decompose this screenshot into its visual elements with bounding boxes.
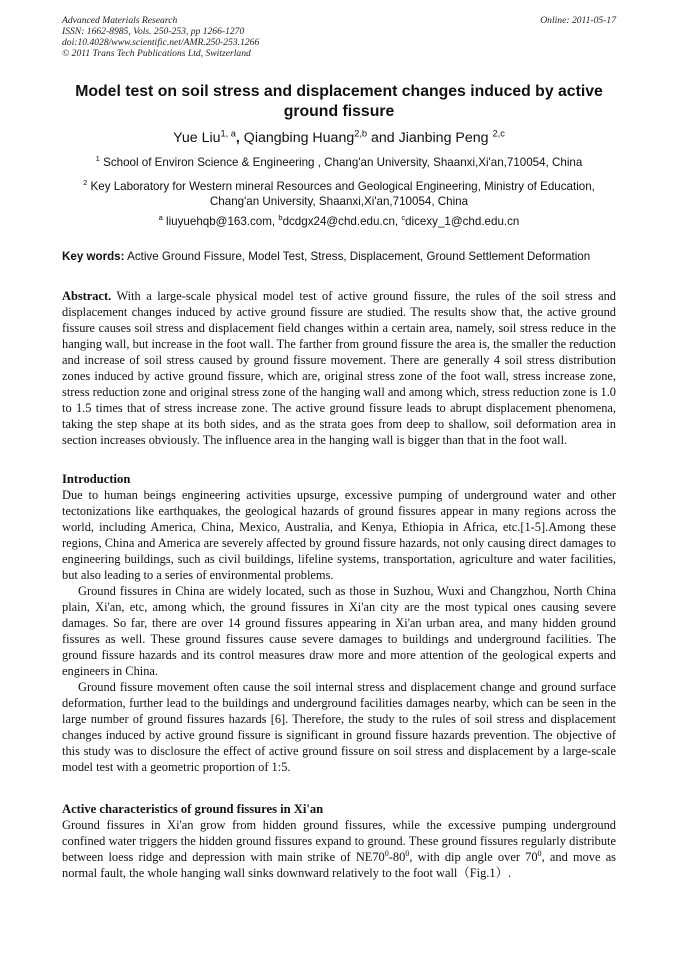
degree-sup-2: 0 [405,848,410,858]
online-date: Online: 2011-05-17 [540,15,616,26]
active-text-4: , and move as normal fault, the whole hanging wall sinks downward relatively to the foot wall（Fig.1）. [62,850,617,880]
paper-title: Model test on soil stress and displacement changes induced by active ground fissure [75,83,603,120]
section-heading-active-characteristics: Active characteristics of ground fissures in Xi'an [62,802,324,816]
author-emails [62,214,616,229]
issn-line: ISSN: 1662-8985, Vols. 250-253, pp 1266-1270 [62,26,245,37]
email-2-sup: b [278,213,283,223]
email-2: dcdgx24@chd.edu.cn, [282,215,402,228]
affiliation-1-text: School of Environ Science & Engineering , Chang'an University, Shaanxi,Xi'an,710054, China [99,156,583,169]
email-3: dicexy_1@chd.edu.cn [405,215,520,228]
keywords-text: Active Ground Fissure, Model Test, Stress, Displacement, Ground Settlement Deformation [124,250,591,263]
author-3-sup: 2,c [492,128,505,139]
author-1-sup: 1, a [220,128,236,139]
active-text-3: , with dip angle over 70 [409,850,538,864]
introduction-body [62,487,616,775]
active-text-1: Ground fissures in Xi'an grow from hidden ground fissures, while the excessive pumping underground confined water triggers the hidden ground fissures expand to ground. These ground fissures regularly distribute between loess ridge and depression with main strike of NE70 [62,818,616,864]
degree-sup-3: 0 [537,848,542,858]
intro-paragraph-2: Ground fissures in China are widely located, such as those in Suzhou, Wuxi and Changzhou, North China plain, Xi'an, etc, among which, the ground fissures in Xi'an city are the most typical ones causing severe damages. So far, there are over 14 ground fissures appearing in Xi'an urban area, and many hidden ground fissures as well. These ground fissures cause severe damages to buildings and underground facilities. The ground fissure hazards and its control measures draw more and more attention of the geological experts and engineers in China. [62,584,616,678]
doi-line: doi:10.4028/www.scientific.net/AMR.250-253.1266 [62,37,260,48]
email-1: liuyuehqb@163.com, [162,215,279,228]
degree-sup-1: 0 [384,848,389,858]
affiliation-1-sup: 1 [95,154,100,164]
email-1-sup: a [158,213,163,223]
author-1: Yue Liu [173,130,221,146]
affiliation-2-text: Key Laboratory for Western mineral Resources and Geological Engineering, Ministry of Education, Chang'an University, Shaanxi,Xi'an,710054, China [87,180,595,208]
active-characteristics-body [62,817,616,881]
keywords-label: Key words: [62,250,125,263]
journal-header [62,15,616,59]
author-2-sup: 2,b [354,128,368,139]
author-3: and Jianbing Peng [367,130,493,146]
intro-paragraph-3: Ground fissure movement often cause the soil internal stress and displacement change and ground surface deformation, further lead to the buildings and underground facilities damages nearby, which can be seen in the large number of ground fissures hazards [6]. Therefore, the study to the rules of soil stress and displacement changes induced by active ground fissure is significant in ground fissure hazards prevention. The objective of this study was to disclosure the effect of active ground fissure on soil stress and displacement by a large-scale model test with a geometric proportion of 1:5. [62,680,616,774]
keywords [62,249,616,265]
affiliation-2-sup: 2 [83,178,88,188]
author-separator: , [235,130,240,146]
affiliation-2 [62,179,616,209]
abstract-label: Abstract. [62,289,112,303]
abstract-text: With a large-scale physical model test of active ground fissure, the rules of the soil stress and displacement changes induced by active ground fissure are studied. The results show that, the active ground fissure causes soil stress and displacement field changes within a certain area, namely, soil stress reduce in the hanging wall, but increase in the foot wall. The farther from ground fissure the area is, the smaller the reduction and increase of soil stress caused by ground fissure movement. There are generally 4 soil stress distribution zones induced by active ground fissure, which are, original stress zone of the foot wall, stress increase zone, stress reduction zone and original stress zone of the hanging wall and among which, stress reduction zone is 1.0 to 1.5 times that of stress increase zone. The active ground fissure leads to abrupt displacement phenomena, taking the step shape at its both sides, and as the strata goes from deep to shallow, soil deformation area in section increases obviously. The influence area in the hanging wall is bigger than that in the foot wall. [62,289,616,447]
active-paragraph-1 [62,817,616,881]
author-2: Qiangbing Huang [239,130,355,146]
abstract [62,288,616,448]
active-text-2: -80 [388,850,406,864]
author-list [62,129,616,147]
copyright-line: © 2011 Trans Tech Publications Ltd, Switzerland [62,48,251,59]
section-heading-introduction: Introduction [62,472,131,486]
affiliation-1 [62,155,616,170]
intro-paragraph-1: Due to human beings engineering activities upsurge, excessive pumping of underground water and other tectonizations like earthquakes, the geological hazards of ground fissures appear in many regions across the world, including America, China, Mexico, Australia, and Kenya, Ethiopia in Africa, etc.[1-5].Among these regions, China and America are severely affected by ground fissure hazards, not only causing direct damages to engineering buildings, such as civil buildings, lifeline systems, transportation, agriculture and water facilities, but also leading to a series of environmental problems. [62,488,616,582]
email-3-sup: c [401,213,406,223]
journal-name: Advanced Materials Research [62,15,178,26]
